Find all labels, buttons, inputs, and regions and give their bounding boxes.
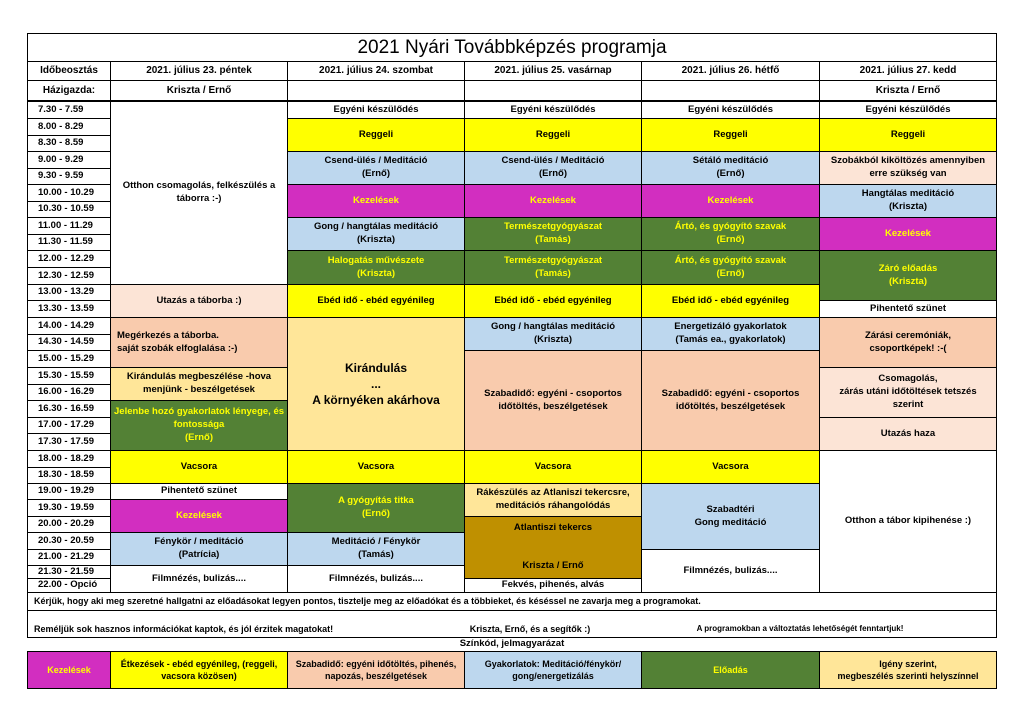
event-mon-egyeni: Egyéni készülődés [641,101,820,119]
event-sun-vacsora: Vacsora [464,450,642,484]
event-sat-gyogyitas: A gyógyítás titka (Ernő) [287,483,465,533]
event-sat-kezelesek: Kezelések [287,184,465,218]
event-mon-reggeli: Reggeli [641,118,820,152]
time-slot: 17.30 - 17.59 [27,433,111,451]
event-tue-csomagolas: Csomagolás, zárás utáni időtöltések tetszés szerint [819,367,997,418]
header-day-0: 2021. július 23. péntek [110,61,288,81]
time-slot: 15.30 - 15.59 [27,367,111,385]
event-sun-reggeli: Reggeli [464,118,642,152]
legend-item: Étkezések - ebéd egyénileg, (reggeli, vacsora közösen) [110,651,288,689]
time-slot: 10.00 - 10.29 [27,184,111,202]
legend-item: Gyakorlatok: Meditáció/fénykör/ gong/energetizálás [464,651,642,689]
time-slot: 13.30 - 13.59 [27,300,111,318]
host-day-3 [641,80,820,101]
event-sun-termeszet1: Természetgyógyászat (Tamás) [464,217,642,251]
host-day-0: Kriszta / Ernő [110,80,288,101]
event-sun-rakeszules: Rákészülés az Atlaniszi tekercsre, meditációs ráhangolódás [464,483,642,517]
event-sat-egyeni: Egyéni készülődés [287,101,465,119]
event-fri-fenykor: Fénykör / meditáció (Patrícia) [110,532,288,566]
header-day-3: 2021. július 26. hétfő [641,61,820,81]
event-sat-meditacio: Meditáció / Fénykör (Tamás) [287,532,465,566]
event-mon-filmnezes: Filmnézés, bulizás.... [641,549,820,593]
event-fri-filmnezes: Filmnézés, bulizás.... [110,565,288,593]
event-sun-kezelesek: Kezelések [464,184,642,218]
time-slot: 20.00 - 20.29 [27,516,111,533]
event-tue-zaro: Záró előadás (Kriszta) [819,250,997,301]
time-slot: 12.30 - 12.59 [27,267,111,285]
legend-title: Színkód, jelmagyarázat [459,637,565,649]
event-sun-ebed: Ebéd idő - ebéd egyénileg [464,284,642,318]
event-sun-gong: Gong / hangtálas meditáció (Kriszta) [464,317,642,351]
time-slot: 14.30 - 14.59 [27,334,111,351]
event-tue-hangtalas: Hangtálas meditáció (Kriszta) [819,184,997,218]
event-sat-ebed: Ebéd idő - ebéd egyénileg [287,284,465,318]
event-mon-ebed: Ebéd idő - ebéd egyénileg [641,284,820,318]
time-slot: 19.30 - 19.59 [27,499,111,517]
event-sun-egyeni: Egyéni készülődés [464,101,642,119]
event-fri-vacsora: Vacsora [110,450,288,484]
time-slot: 15.00 - 15.29 [27,350,111,368]
time-slot: 9.30 - 9.59 [27,168,111,185]
event-sun-szabadido: Szabadidő: egyéni - csoportos időtöltés, beszélgetések [464,350,642,451]
event-sat-gong: Gong / hangtálas meditáció (Kriszta) [287,217,465,251]
time-slot: 21.00 - 21.29 [27,549,111,566]
time-slot: 14.00 - 14.29 [27,317,111,335]
time-slot: 7.30 - 7.59 [27,101,111,119]
event-mon-setalo: Sétáló meditáció (Ernő) [641,151,820,185]
event-tue-egyeni: Egyéni készülődés [819,101,997,119]
event-sun-csendules: Csend-ülés / Meditáció (Ernő) [464,151,642,185]
event-tue-zarasi: Zárási ceremóniák, csoportképek! :-( [819,317,997,368]
time-slot: 18.30 - 18.59 [27,467,111,484]
header-day-1: 2021. július 24. szombat [287,61,465,81]
time-slot: 13.00 - 13.29 [27,284,111,301]
time-slot: 22.00 - Opció [27,578,111,593]
header-day-4: 2021. július 27. kedd [819,61,997,81]
event-tue-reggeli: Reggeli [819,118,997,152]
event-mon-szabadido: Szabadidő: egyéni - csoportos időtöltés, beszélgetések [641,350,820,451]
event-sun-fekves: Fekvés, pihenés, alvás [464,578,642,593]
event-tue-otthon: Otthon a tábor kipihenése :) [819,450,997,593]
time-slot: 11.00 - 11.29 [27,217,111,235]
host-day-1 [287,80,465,101]
event-sat-vacsora: Vacsora [287,450,465,484]
time-slot: 19.00 - 19.29 [27,483,111,500]
event-sat-csendules: Csend-ülés / Meditáció (Ernő) [287,151,465,185]
event-sat-kirandulas: Kirándulás ... A környéken akárhova [287,317,465,451]
time-slot: 18.00 - 18.29 [27,450,111,468]
event-tue-utazas: Utazás haza [819,417,997,451]
event-fri-kezelesek: Kezelések [110,499,288,533]
event-mon-energetizalo: Energetizáló gyakorlatok (Tamás ea., gyakorlatok) [641,317,820,351]
note-wishes: Reméljük sok hasznos információkat kaptok, és jól érzitek magatokat! [34,623,334,634]
note-signature: Kriszta, Ernő, és a segítők :) [469,623,591,634]
event-sat-halogatas: Halogatás művészete (Kriszta) [287,250,465,285]
legend-item: Igény szerint, megbeszélés szerinti helyszínnel [819,651,997,689]
event-sat-filmnezes: Filmnézés, bulizás.... [287,565,465,593]
event-mon-kezelesek: Kezelések [641,184,820,218]
time-slot: 21.30 - 21.59 [27,565,111,579]
header-label: Időbeosztás [27,61,111,81]
host-label: Házigazda: [27,80,111,101]
note-punctuality: Kérjük, hogy aki meg szeretné hallgatni az előadásokat legyen pontos, tisztelje meg az előadókat és a többieket, és késéssel ne zavarja meg a programokat. [27,592,997,611]
event-tue-pihenteto: Pihentető szünet [819,300,997,318]
page-title: 2021 Nyári Továbbképzés programja [27,33,997,62]
event-mon-arto1: Ártó, és gyógyító szavak (Ernő) [641,217,820,251]
event-mon-vacsora: Vacsora [641,450,820,484]
time-slot: 8.00 - 8.29 [27,118,111,136]
time-slot: 20.30 - 20.59 [27,532,111,550]
event-mon-szabadteri: Szabadtéri Gong meditáció [641,483,820,550]
legend-item: Szabadidő: egyéni időtöltés, pihenés, napozás, beszélgetések [287,651,465,689]
event-fri-otthon: Otthon csomagolás, felkészülés a táborra :-) [110,101,288,285]
event-fri-pihenteto: Pihentető szünet [110,483,288,500]
event-fri-megerkezes: Megérkezés a táborba. saját szobák elfoglalása :-) [110,317,288,368]
time-slot: 11.30 - 11.59 [27,234,111,251]
time-slot: 9.00 - 9.29 [27,151,111,169]
event-fri-utazas: Utazás a táborba :) [110,284,288,318]
event-sun-atlantiszi: Atlantiszi tekercs Kriszta / Ernő [464,516,642,579]
event-fri-jelenbe: Jelenbe hozó gyakorlatok lényege, és fontossága (Ernő) [110,400,288,451]
note-disclaimer: A programokban a változtatás lehetőségét fenntartjuk! [696,623,904,633]
host-day-4: Kriszta / Ernő [819,80,997,101]
event-sat-reggeli: Reggeli [287,118,465,152]
event-sun-termeszet2: Természetgyógyászat (Tamás) [464,250,642,285]
legend-item: Kezelések [27,651,111,689]
time-slot: 16.00 - 16.29 [27,384,111,401]
time-slot: 12.00 - 12.29 [27,250,111,268]
event-fri-kirandulas-megbeszeles: Kirándulás megbeszélése -hova menjünk - beszélgetések [110,367,288,401]
event-tue-szobakbol: Szobákból kiköltözés amennyiben erre szükség van [819,151,997,185]
time-slot: 8.30 - 8.59 [27,135,111,152]
time-slot: 17.00 - 17.29 [27,417,111,434]
host-day-2 [464,80,642,101]
event-mon-arto2: Ártó, és gyógyító szavak (Ernő) [641,250,820,285]
legend-item: Előadás [641,651,820,689]
time-slot: 16.30 - 16.59 [27,400,111,418]
event-tue-kezelesek: Kezelések [819,217,997,251]
time-slot: 10.30 - 10.59 [27,201,111,218]
header-day-2: 2021. július 25. vasárnap [464,61,642,81]
